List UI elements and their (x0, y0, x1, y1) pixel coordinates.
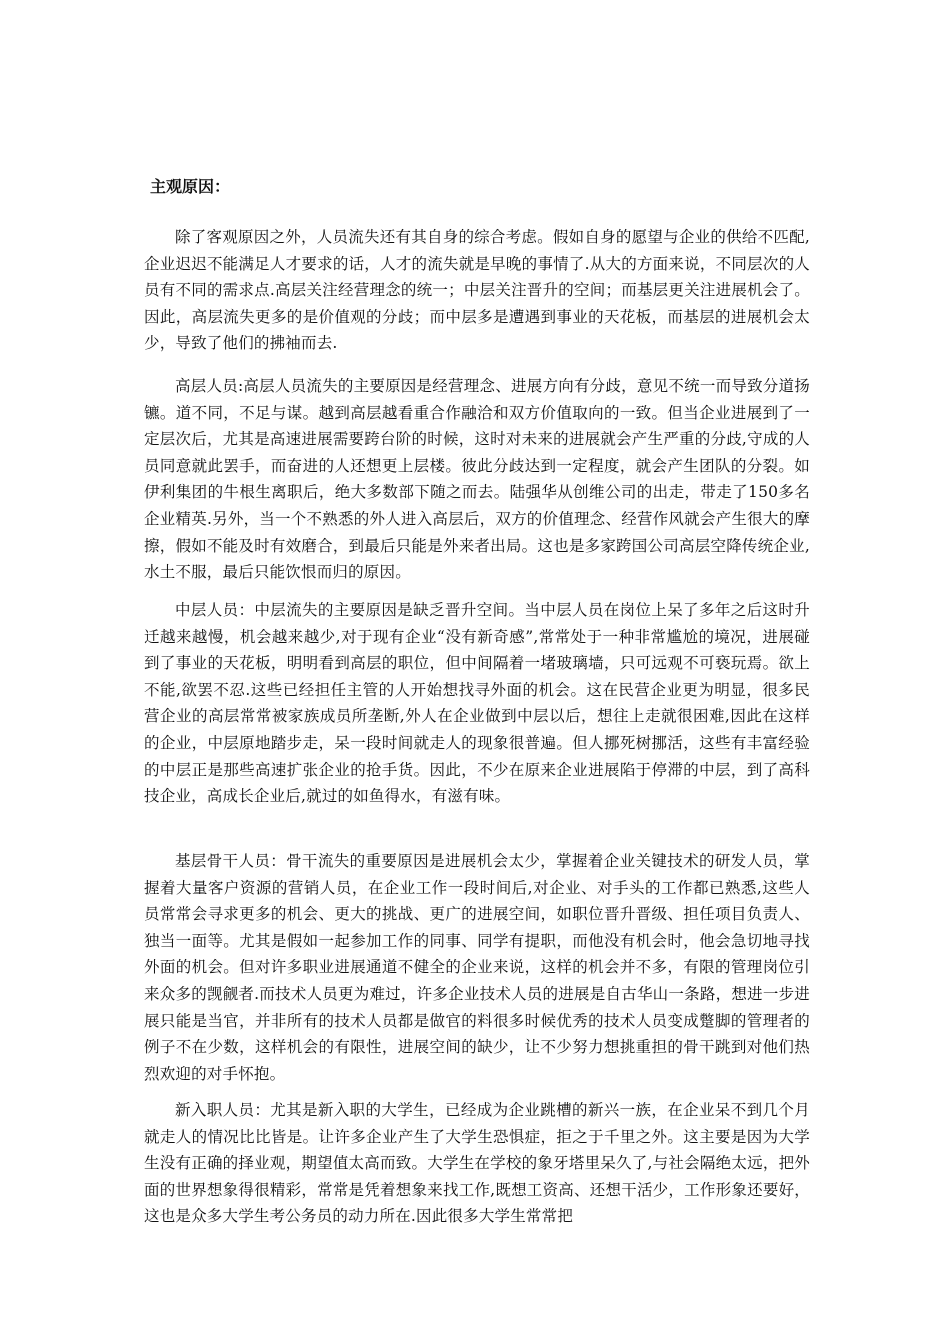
paragraph-middle-staff: 中层人员：中层流失的主要原因是缺乏晋升空间。当中层人员在岗位上呆了多年之后这时升迁越来越慢，机会越来越少,对于现有企业“没有新奇感”,常常处于一种非常尴尬的境况，进展碰到了事业的天花板，明明看到高层的职位，但中间隔着一堵玻璃墙，只可远观不可亵玩焉。欲上不能,欲罢不忍.这些已经担任主管的人开始想找寻外面的机会。这在民营企业更为明显，很多民营企业的高层常常被家族成员所垄断,外人在企业做到中层以后，想往上走就很困难,因此在这样的企业，中层原地踏步走，呆一段时间就走人的现象很普遍。但人挪死树挪活，这些有丰富经验的中层正是那些高速扩张企业的抢手货。因此，不少在原来企业进展陷于停滞的中层，到了高科技企业，高成长企业后,就过的如鱼得水，有滋有味。 (144, 601, 810, 806)
paragraph-core-staff: 基层骨干人员：骨干流失的重要原因是进展机会太少，掌握着企业关键技术的研发人员，掌握着大量客户资源的营销人员，在企业工作一段时间后,对企业、对手头的工作都已熟悉,这些人员常常会寻求更多的机会、更大的挑战、更广的进展空间，如职位晋升晋级、担任项目负责人、独当一面等。尤其是假如一起参加工作的同事、同学有提职，而他没有机会时，他会急切地寻找外面的机会。但对许多职业进展通道不健全的企业来说，这样的机会并不多，有限的管理岗位引来众多的觊觎者.而技术人员更为难过，许多企业技术人员的进展是自古华山一条路，想进一步进展只能是当官，并非所有的技术人员都是做官的料很多时候优秀的技术人员变成蹩脚的管理者的例子不在少数，这样机会的有限性，进展空间的缺少，让不少努力想挑重担的骨干跳到对他们热烈欢迎的对手怀抱。 (144, 852, 810, 1083)
paragraph-senior-staff: 高层人员:高层人员流失的主要原因是经营理念、进展方向有分歧，意见不统一而导致分道扬镳。道不同，不足与谋。越到高层越看重合作融洽和双方价值取向的一致。但当企业进展到了一定层次后，尤其是高速进展需要跨台阶的时候，这时对未来的进展就会产生严重的分歧,守成的人员同意就此罢手，而奋进的人还想更上层楼。彼此分歧达到一定程度，就会产生团队的分裂。如伊利集团的牛根生离职后，绝大多数部下随之而去。陆强华从创维公司的出走，带走了150多名企业精英.另外，当一个不熟悉的外人进入高层后，双方的价值理念、经营作风就会产生很大的摩擦，假如不能及时有效磨合，到最后只能是外来者出局。这也是多家跨国公司高层空降传统企业,水土不服，最后只能饮恨而归的原因。 (144, 377, 810, 582)
paragraph-overview: 除了客观原因之外，人员流失还有其自身的综合考虑。假如自身的愿望与企业的供给不匹配,企业迟迟不能满足人才要求的话，人才的流失就是早晚的事情了.从大的方面来说，不同层次的人员有不同的需求点.高层关注经营理念的统一；中层关注晋升的空间；而基层更关注进展机会了。因此，高层流失更多的是价值观的分歧；而中层多是遭遇到事业的天花板，而基层的进展机会太少，导致了他们的拂袖而去. (144, 228, 810, 353)
section-heading: 主观原因： (150, 177, 231, 196)
paragraph-new-hires: 新入职人员：尤其是新入职的大学生，已经成为企业跳槽的新兴一族，在企业呆不到几个月就走人的情况比比皆是。让许多企业产生了大学生恐惧症，拒之于千里之外。这主要是因为大学生没有正确的择业观，期望值太高而致。大学生在学校的象牙塔里呆久了,与社会隔绝太远，把外面的世界想象得很精彩，常常是凭着想象来找工作,既想工资高、还想干活少，工作形象还要好，这也是众多大学生考公务员的动力所在.因此很多大学生常常把 (144, 1101, 810, 1226)
